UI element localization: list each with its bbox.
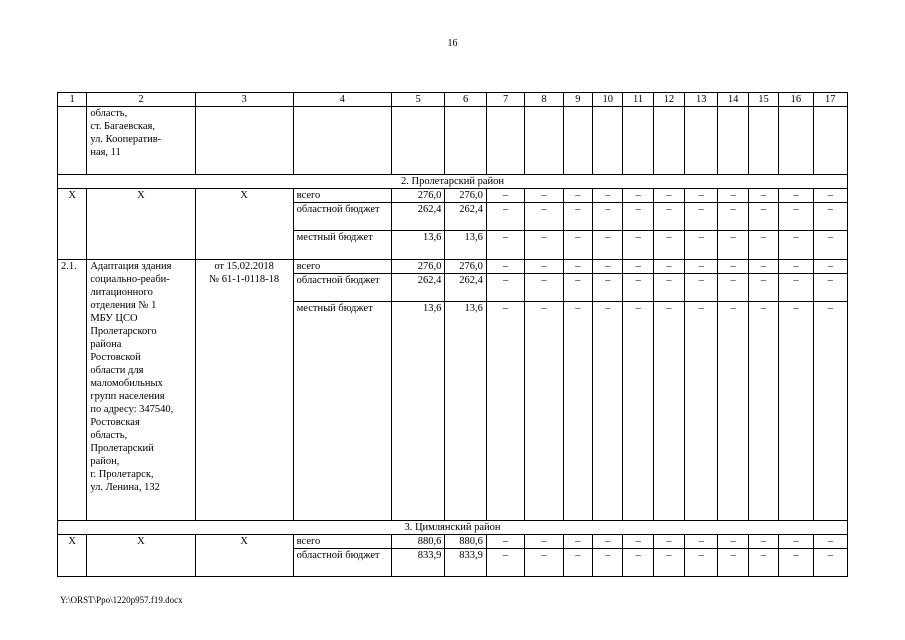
object-name-cell: X [87,189,195,260]
dash-cell: – [813,231,847,260]
value-col6: 13,6 [445,302,486,521]
dash-cell: – [563,274,592,302]
dash-cell: – [779,302,813,521]
dash-cell: – [685,549,718,577]
cell-line: области для [90,365,144,376]
value-col6: 276,0 [445,189,486,203]
dash-cell: – [813,260,847,274]
dash-cell: – [813,203,847,231]
dash-cell: – [685,231,718,260]
dash-cell: – [779,274,813,302]
dash-cell: – [779,231,813,260]
section-title: 2. Пролетарский район [58,175,848,189]
object-name-cell [87,260,195,521]
section-row [58,175,848,189]
dash-cell: – [623,535,653,549]
cell-line: по адресу: 347540, [90,404,174,415]
dash-cell: – [525,549,563,577]
empty-cell [718,107,748,175]
dash-cell: – [486,260,524,274]
header-cell-8: 8 [525,93,563,107]
dash-cell: – [779,203,813,231]
value-col5: 276,0 [391,260,445,274]
budget-label-cell: областной бюджет [293,549,391,577]
budget-label-cell: всего [293,260,391,274]
cell-line: МБУ ЦСО [90,313,138,324]
document-cell: X [195,189,293,260]
section-row [58,521,848,535]
dash-cell: – [685,203,718,231]
cell-line: литационного [90,287,153,298]
dash-cell: – [653,549,684,577]
dash-cell: – [563,302,592,521]
header-cell-6: 6 [445,93,486,107]
dash-cell: – [653,260,684,274]
dash-cell: – [525,189,563,203]
value-col5: 262,4 [391,203,445,231]
header-cell-3: 3 [195,93,293,107]
cell-line: района [90,339,122,350]
empty-cell [748,107,778,175]
header-cell-1: 1 [58,93,87,107]
empty-cell [58,107,87,175]
dash-cell: – [593,231,623,260]
header-cell-12: 12 [653,93,684,107]
cell-line: г. Пролетарск, [90,469,154,480]
dash-cell: – [779,535,813,549]
budget-label-cell: всего [293,535,391,549]
budget-label-cell: областной бюджет [293,203,391,231]
empty-cell [293,107,391,175]
empty-cell [813,107,847,175]
dash-cell: – [593,549,623,577]
value-col6: 880,6 [445,535,486,549]
value-col5: 833,9 [391,549,445,577]
value-col5: 262,4 [391,274,445,302]
empty-cell [779,107,813,175]
header-cell-14: 14 [718,93,748,107]
dash-cell: – [718,189,748,203]
dash-cell: – [653,302,684,521]
dash-cell: – [525,203,563,231]
header-cell-10: 10 [593,93,623,107]
header-cell-2: 2 [87,93,195,107]
dash-cell: – [813,274,847,302]
dash-cell: – [525,231,563,260]
dash-cell: – [563,189,592,203]
cell-line: ул. Кооператив- [90,134,162,145]
empty-cell [685,107,718,175]
object-name-cell [87,107,195,175]
dash-cell: – [748,189,778,203]
empty-cell [195,107,293,175]
dash-cell: – [685,535,718,549]
dash-cell: – [748,231,778,260]
empty-cell [486,107,524,175]
dash-cell: – [623,260,653,274]
budget-label-cell: местный бюджет [293,231,391,260]
row-number-cell: 2.1. [58,260,87,521]
cell-line: ст. Багаевская, [90,121,155,132]
dash-cell: – [748,274,778,302]
dash-cell: – [779,189,813,203]
dash-cell: – [593,535,623,549]
header-cell-4: 4 [293,93,391,107]
dash-cell: – [623,189,653,203]
empty-cell [623,107,653,175]
cell-line: ул. Ленина, 132 [90,482,160,493]
dash-cell: – [525,260,563,274]
file-path-footer: Y:\ORST\Ppo\1220p957.f19.docx [60,595,183,605]
header-cell-7: 7 [486,93,524,107]
cell-line: от 15.02.2018 [214,261,274,272]
cell-line: область, [90,430,128,441]
budget-table [57,92,848,577]
dash-cell: – [623,203,653,231]
value-col6: 262,4 [445,274,486,302]
cell-line: область, [90,108,128,119]
dash-cell: – [525,302,563,521]
value-col5: 13,6 [391,231,445,260]
empty-cell [653,107,684,175]
cell-line: групп населения [90,391,165,402]
document-cell: X [195,535,293,577]
dash-cell: – [525,535,563,549]
dash-cell: – [653,231,684,260]
budget-label-cell: всего [293,189,391,203]
header-cell-16: 16 [779,93,813,107]
header-cell-9: 9 [563,93,592,107]
dash-cell: – [525,274,563,302]
dash-cell: – [653,535,684,549]
cell-line: № 61-1-0118-18 [209,274,280,285]
dash-cell: – [718,260,748,274]
row-number-cell: X [58,535,87,577]
dash-cell: – [653,274,684,302]
value-col6: 13,6 [445,231,486,260]
dash-cell: – [748,302,778,521]
dash-cell: – [653,203,684,231]
empty-cell [525,107,563,175]
header-cell-11: 11 [623,93,653,107]
dash-cell: – [593,203,623,231]
cell-line: социально-реаби- [90,274,170,285]
empty-cell [391,107,445,175]
header-cell-15: 15 [748,93,778,107]
empty-cell [593,107,623,175]
cell-line: Пролетарский [90,443,154,454]
value-col5: 276,0 [391,189,445,203]
dash-cell: – [718,274,748,302]
dash-cell: – [718,535,748,549]
dash-cell: – [718,549,748,577]
table-row [58,535,848,549]
dash-cell: – [748,260,778,274]
dash-cell: – [486,274,524,302]
dash-cell: – [593,189,623,203]
dash-cell: – [748,203,778,231]
dash-cell: – [685,189,718,203]
dash-cell: – [748,549,778,577]
cell-line: район, [90,456,120,467]
dash-cell: – [653,189,684,203]
value-col5: 880,6 [391,535,445,549]
dash-cell: – [718,231,748,260]
dash-cell: – [486,231,524,260]
header-cell-13: 13 [685,93,718,107]
dash-cell: – [486,189,524,203]
empty-cell [563,107,592,175]
cell-line: Ростовской [90,352,141,363]
dash-cell: – [563,231,592,260]
row-number-cell: X [58,189,87,260]
dash-cell: – [623,549,653,577]
cell-line: Ростовская [90,417,140,428]
dash-cell: – [486,535,524,549]
dash-cell: – [563,203,592,231]
dash-cell: – [623,231,653,260]
dash-cell: – [593,302,623,521]
dash-cell: – [685,274,718,302]
continuation-row [58,107,848,175]
dash-cell: – [486,203,524,231]
cell-line: маломобильных [90,378,163,389]
dash-cell: – [779,549,813,577]
dash-cell: – [563,260,592,274]
budget-label-cell: областной бюджет [293,274,391,302]
cell-line: ная, 11 [90,147,121,158]
dash-cell: – [685,260,718,274]
dash-cell: – [685,302,718,521]
header-cell-17: 17 [813,93,847,107]
header-cell-5: 5 [391,93,445,107]
value-col6: 276,0 [445,260,486,274]
dash-cell: – [718,203,748,231]
object-name-cell: X [87,535,195,577]
dash-cell: – [813,535,847,549]
dash-cell: – [623,274,653,302]
cell-line: Адаптация здания [90,261,172,272]
section-title: 3. Цимлянский район [58,521,848,535]
dash-cell: – [623,302,653,521]
dash-cell: – [563,549,592,577]
table-row [58,189,848,203]
empty-cell [445,107,486,175]
table-row [58,260,848,274]
dash-cell: – [563,535,592,549]
dash-cell: – [486,302,524,521]
page-number: 16 [447,38,458,49]
value-col6: 833,9 [445,549,486,577]
dash-cell: – [486,549,524,577]
dash-cell: – [593,274,623,302]
dash-cell: – [813,302,847,521]
dash-cell: – [813,549,847,577]
document-cell [195,260,293,521]
value-col5: 13,6 [391,302,445,521]
value-col6: 262,4 [445,203,486,231]
header-row [58,93,848,107]
dash-cell: – [718,302,748,521]
dash-cell: – [779,260,813,274]
dash-cell: – [593,260,623,274]
budget-label-cell: местный бюджет [293,302,391,521]
cell-line: отделения № 1 [90,300,157,311]
dash-cell: – [748,535,778,549]
dash-cell: – [813,189,847,203]
cell-line: Пролетарского [90,326,157,337]
